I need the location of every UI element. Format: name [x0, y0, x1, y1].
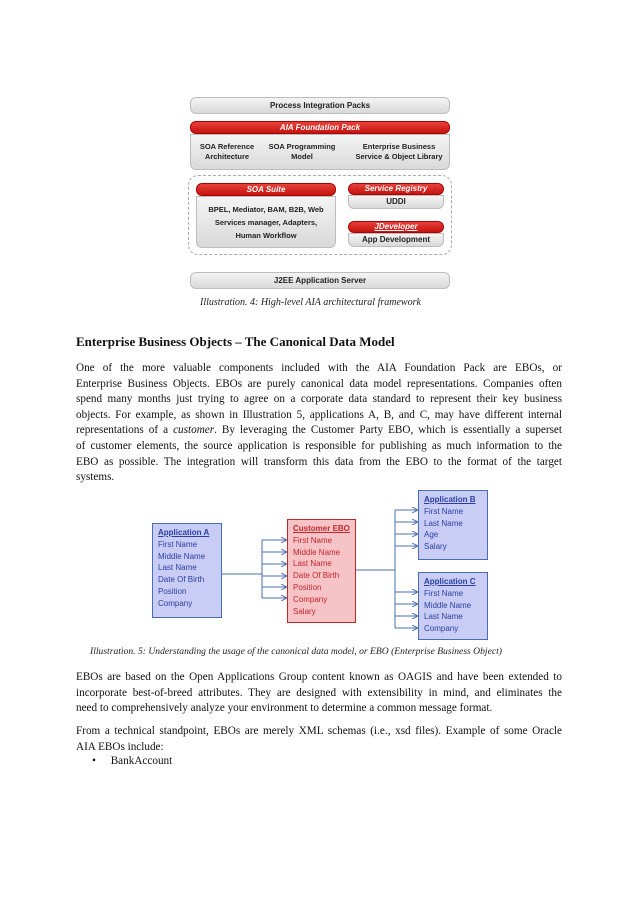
bullet-icon: •: [92, 755, 96, 767]
paragraph-2-line: incorporate best-of-breed attributes. They are designed with extensibility in mind, and eliminates the: [76, 686, 562, 699]
list-item: Last Name: [424, 518, 463, 528]
list-item: Company: [424, 624, 459, 634]
paragraph-1-line: of customer elements, the source application is responsible for publishing as much information to the: [76, 439, 562, 452]
application-b-box: [418, 490, 488, 560]
section-title: Enterprise Business Objects – The Canonical Data Model: [76, 334, 395, 349]
jdeveloper-bar: JDeveloper: [348, 221, 444, 233]
paragraph-1-line: One of the more valuable components included with the AIA Foundation Pack are EBOs, or: [76, 362, 562, 374]
list-item: Middle Name: [158, 551, 206, 561]
list-item: Age: [424, 530, 439, 540]
soa-reference-architecture: SOA Reference Architecture: [199, 142, 255, 161]
paragraph-3-line: AIA EBOs include:: [76, 740, 164, 753]
app-development-box: App Development: [348, 233, 444, 247]
customer-ebo-title: Customer EBO: [293, 524, 350, 533]
paragraph-2-line: EBOs are based on the Open Applications Group content known as OAGIS and have been extended to: [76, 671, 562, 683]
list-item: First Name: [293, 535, 333, 545]
paragraph-2-line: need to comprehensively analyze your environment to determine a common message format.: [76, 702, 493, 715]
paragraph-1-line: Enterprise Business Objects. EBOs are purely canonical data model representations. Companies often: [76, 377, 562, 390]
application-b-title: Application B: [424, 495, 476, 504]
customer-ebo-box: [287, 519, 356, 623]
soa-programming-model: SOA Programming Model: [268, 142, 336, 161]
list-item: Date Of Birth: [158, 575, 205, 585]
list-item: Last Name: [293, 559, 332, 569]
application-c-title: Application C: [424, 577, 476, 586]
figure1-caption: Illustration. 4: High-level AIA architectural framework: [200, 297, 421, 308]
list-item: Last Name: [158, 563, 197, 573]
list-item: Salary: [293, 606, 316, 616]
paragraph-1-line: spend many months just trying to agree on a corporate data standard to represent their key business: [76, 393, 562, 406]
paragraph-3: [76, 724, 562, 755]
paragraph-3-line: From a technical standpoint, EBOs are merely XML schemas (i.e., xsd files). Example of some Oracle: [76, 725, 562, 737]
j2ee-application-server-bar: J2EE Application Server: [190, 272, 450, 289]
soa-suite-bar: SOA Suite: [196, 183, 336, 196]
uddi-box: UDDI: [348, 195, 444, 209]
list-item: First Name: [158, 539, 198, 549]
service-registry-bar: Service Registry: [348, 183, 444, 195]
process-integration-packs-bar: Process Integration Packs: [190, 97, 450, 114]
list-item: Middle Name: [293, 547, 341, 557]
paragraph-1-line: EBO as possible. The integration will transform this data from the EBO to the format of the target: [76, 455, 562, 468]
application-a-box: [152, 523, 222, 618]
list-item: Position: [158, 586, 187, 596]
list-item: Company: [158, 598, 193, 608]
paragraph-1-line: systems.: [76, 471, 115, 484]
list-item: First Name: [424, 588, 464, 598]
bullet-list: [92, 755, 172, 767]
soa-suite-items: BPEL, Mediator, BAM, B2B, Web Services manager, Adapters, Human Workflow: [208, 205, 324, 240]
list-item: Company: [293, 594, 328, 604]
list-item: Position: [293, 582, 322, 592]
list-item: BankAccount: [110, 755, 173, 767]
paragraph-1-line: representations of a customer. By leveraging the Customer Party EBO, which is essentially a superset: [76, 424, 562, 437]
list-item: Date Of Birth: [293, 571, 340, 581]
application-a-title: Application A: [158, 528, 210, 537]
application-c-box: [418, 572, 488, 640]
list-item: Last Name: [424, 612, 463, 622]
list-item: Middle Name: [424, 600, 472, 610]
list-item: Salary: [424, 542, 447, 552]
paragraph-1-line: objects. For example, as shown in Illustration 5, applications A, B, and C, may have different internal: [76, 408, 562, 421]
figure2-caption: Illustration. 5: Understanding the usage of the canonical data model, or EBO (Enterprise Business Object): [90, 646, 502, 657]
enterprise-business-library: Enterprise Business Service & Object Library: [355, 142, 443, 161]
paragraph-2: [76, 670, 562, 717]
customer-emphasis: customer: [173, 424, 215, 437]
list-item: First Name: [424, 506, 464, 516]
aia-foundation-pack-bar: AIA Foundation Pack: [190, 121, 450, 134]
